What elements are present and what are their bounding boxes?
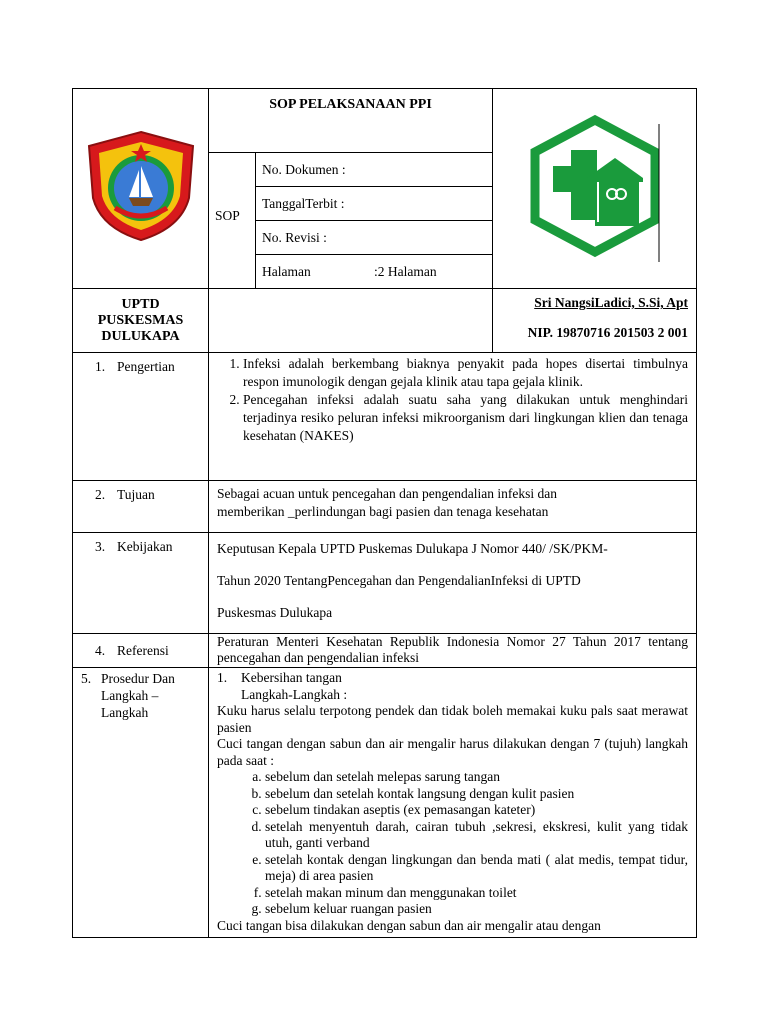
text-line: Puskesmas Dulukapa: [217, 605, 333, 620]
section-title: Langkah –: [101, 688, 159, 703]
signature-block: [493, 289, 697, 353]
list-item: f. setelah makan minum dan menggunakan toilet: [265, 885, 688, 902]
doc-number-field: No. Dokumen :: [256, 153, 493, 187]
issue-date-field: TanggalTerbit :: [256, 187, 493, 221]
puskesmas-logo-cell: [493, 89, 697, 289]
organization-name: [73, 289, 209, 353]
org-line-1: UPTD: [121, 296, 160, 312]
section-content-referensi: Peraturan Menteri Kesehatan Republik Indonesia Nomor 27 Tahun 2017 tentang pencegahan dan pengendalian infeksi: [209, 634, 697, 668]
section-number: 3.: [95, 539, 106, 554]
page-count-value: :2 Halaman: [374, 263, 437, 279]
section-title: Referensi: [117, 642, 169, 658]
section-content-pengertian: [209, 353, 697, 481]
document-title: SOP PELAKSANAAN PPI: [209, 89, 493, 153]
text-line: Sebagai acuan untuk pencegahan dan pengendalian infeksi dan: [217, 486, 557, 501]
section-title: Langkah: [101, 705, 149, 720]
regency-emblem-cell: [73, 89, 209, 289]
section-content-kebijakan: [209, 533, 697, 634]
puskesmas-logo-icon: [515, 112, 675, 262]
revision-field: No. Revisi :: [256, 221, 493, 255]
section-label-prosedur: [73, 668, 209, 938]
org-line-3: DULUKAPA: [101, 328, 180, 344]
list-item: 2. Pencegahan infeksi adalah suatu saha yang dilakukan untuk menghindari terjadinya resiko peluran infeksi mikroorganism dari lingkungan klien dan tenaga kesehatan (NAKES): [243, 391, 688, 445]
section-label-kebijakan: [73, 533, 209, 634]
section-number: 1.: [95, 359, 106, 374]
section-content-tujuan: [209, 481, 697, 533]
list-item: 1. Infeksi adalah berkembang biaknya penyakit pada hopes disertai timbulnya respon imunologik dengan gejala klinik atau tapa gejala klinik.: [243, 355, 688, 391]
section-number: 2.: [95, 487, 106, 502]
sop-document: [72, 88, 696, 938]
section-content-prosedur: 1. Kebersihan tangan Langkah-Langkah : Kuku harus selalu terpotong pendek dan tidak boleh memakai kuku pals saat merawat pasien Cuci tangan dengan sabun dan air mengalir harus dilakukan dengan 7 (tujuh) langkah pada saat : a. sebelum dan setelah melepas sarung tangan b. sebelum dan setelah kontak langsung dengan kulit pasien c. sebelum tindakan aseptis (ex pemasangan kateter) d. setelah menyentuh darah, cairan tubuh ,sekresi, ekskresi, kulit yang tidak utuh, ganti verband e. setelah kontak dengan lingkungan dan benda mati ( alat medis, tempat tidur, meja) di area pasien f. setelah makan minum dan menggunakan toilet g. sebelum keluar ruangan pasien Cuci tangan bisa dilakukan dengan sabun dan air mengalir atau dengan: [209, 668, 697, 938]
section-title: Pengertian: [117, 359, 175, 374]
paragraph: Cuci tangan dengan sabun dan air mengalir harus dilakukan dengan 7 (tujuh) langkah pada saat :: [217, 736, 689, 768]
sop-table: [72, 88, 697, 938]
sop-label: SOP: [209, 153, 256, 289]
section-number: 5.: [81, 671, 92, 686]
signer-name: Sri NangsiLadici, S.Si, Apt: [534, 295, 689, 310]
list-item: g. sebelum keluar ruangan pasien: [265, 901, 688, 918]
section-title: Prosedur Dan: [101, 671, 175, 686]
section-label-tujuan: [73, 481, 209, 533]
steps-label: Langkah-Langkah :: [241, 686, 348, 702]
page-count-field: [256, 255, 493, 289]
paragraph: Cuci tangan bisa dilakukan dengan sabun dan air mengalir atau dengan: [217, 917, 601, 933]
signer-nip: NIP. 19870716 201503 2 001: [527, 325, 689, 340]
section-title: Kebijakan: [117, 539, 173, 554]
regency-emblem-icon: [81, 128, 201, 246]
list-item: Kebersihan tangan: [241, 670, 342, 685]
list-item: c. sebelum tindakan aseptis (ex pemasangan kateter): [265, 802, 688, 819]
page-count-label: Halaman: [262, 263, 311, 279]
section-label-referensi: [73, 634, 209, 668]
paragraph: Kuku harus selalu terpotong pendek dan tidak boleh memakai kuku pals saat merawat pasien: [217, 703, 689, 735]
text-line: Tahun 2020 TentangPencegahan dan PengendalianInfeksi di UPTD: [217, 573, 581, 588]
blank-cell: [209, 289, 493, 353]
list-item: a. sebelum dan setelah melepas sarung tangan: [265, 769, 688, 786]
section-number: 4.: [95, 642, 106, 658]
list-item: d. setelah menyentuh darah, cairan tubuh ,sekresi, ekskresi, kulit yang tidak utuh, ganti verband: [265, 819, 688, 852]
list-item: b. sebelum dan setelah kontak langsung dengan kulit pasien: [265, 786, 688, 803]
org-line-2: PUSKESMAS: [97, 312, 184, 328]
text-line: Keputusan Kepala UPTD Puskemas Dulukapa J Nomor 440/ /SK/PKM-: [217, 541, 608, 556]
section-label-pengertian: [73, 353, 209, 481]
text-line: memberikan _perlindungan bagi pasien dan tenaga kesehatan: [217, 504, 549, 519]
section-title: Tujuan: [117, 487, 155, 502]
list-item: e. setelah kontak dengan lingkungan dan benda mati ( alat medis, tempat tidur, meja) di area pasien: [265, 852, 688, 885]
